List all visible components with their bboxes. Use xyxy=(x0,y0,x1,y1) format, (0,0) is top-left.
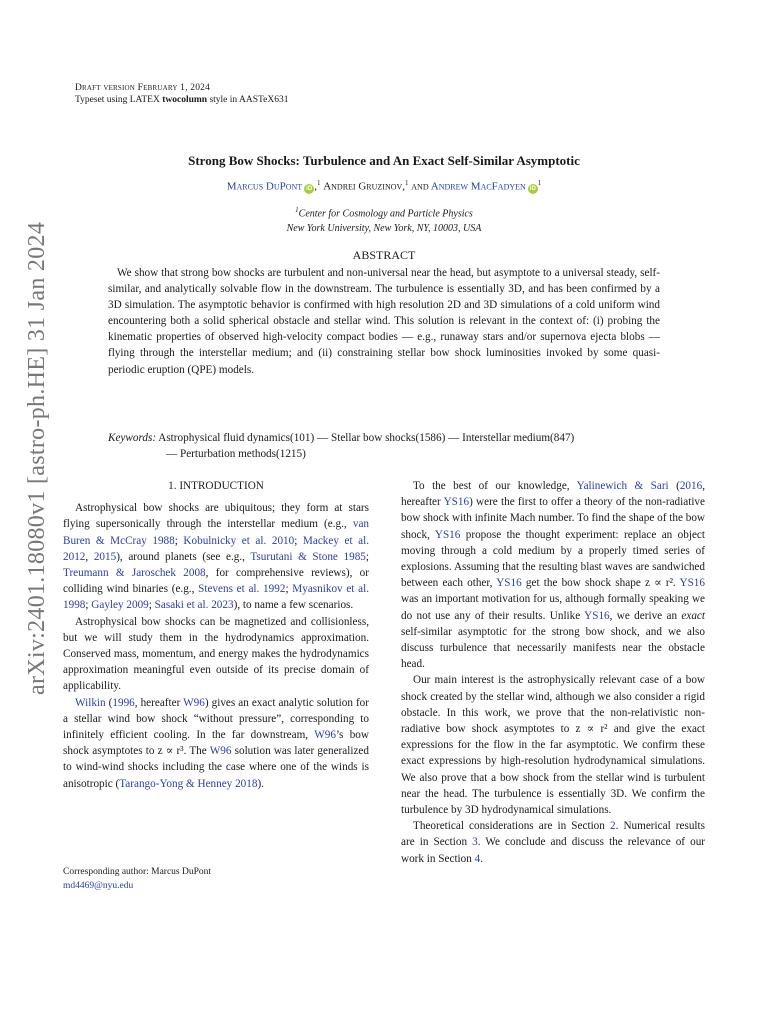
citation-link[interactable]: Myasnikov et al. 1998 xyxy=(63,583,370,612)
text-span: ; xyxy=(174,534,184,547)
text-span: . Numerical results are in Section xyxy=(401,820,705,849)
section-link[interactable]: 2 xyxy=(609,820,616,833)
citation-link[interactable]: 2015 xyxy=(93,550,117,563)
section-link[interactable]: 4 xyxy=(474,852,481,865)
text-span: ) were the first to offer a theory of the non-radiative bow shock with infinite Mach number. To find the shape of the bow shock, xyxy=(401,496,705,541)
text-span: ; xyxy=(148,599,155,612)
paper-title: Strong Bow Shocks: Turbulence and An Exact Self-Similar Asymptotic xyxy=(188,153,580,168)
text-span: Astrophysical bow shocks are ubiquitous; they form at stars flying supersonically through the interstellar medium (e.g., xyxy=(63,502,369,531)
orcid-icon[interactable]: iD xyxy=(306,185,313,192)
citation-link[interactable]: YS16 xyxy=(679,577,705,590)
text-span: get the bow shock shape z ∝ r². xyxy=(521,577,680,590)
right-paragraph-1 xyxy=(401,478,705,672)
text-span: ( xyxy=(105,696,113,709)
citation-link[interactable]: Stevens et al. 1992 xyxy=(198,583,286,596)
citation-link[interactable]: YS16 xyxy=(443,496,470,509)
abstract-heading: ABSTRACT xyxy=(352,248,416,262)
intro-paragraph-2: Astrophysical bow shocks can be magnetized and collisionless, but we will study them in the hydrodynamics approximation. Conserved mass, momentum, and energy makes the hydrodynamics approximation meaningful even outside of its precise domain of applicability. xyxy=(63,615,369,693)
text-span: ; xyxy=(365,550,370,563)
page-header xyxy=(75,82,288,106)
author-macfadyen[interactable]: Andrew MacFadyen xyxy=(430,180,526,193)
citation-link[interactable]: Tsurutani & Stone 1985 xyxy=(250,550,366,563)
affiliation-line-2: New York University, New York, NY, 10003, USA xyxy=(286,223,482,235)
text-span: ). xyxy=(257,777,264,790)
section-heading-introduction: 1. INTRODUCTION xyxy=(168,480,264,492)
text-span: was an important motivation for us, although formally speaking we do not use any of their results. Unlike xyxy=(401,593,705,622)
citation-link[interactable]: Treumann & Jaroschek 2008 xyxy=(63,567,206,580)
keywords-line-1 xyxy=(108,430,668,446)
affil-mark: 1 xyxy=(537,179,542,187)
author-gruzinov: Andrei Gruzinov, xyxy=(323,180,406,193)
text-span: , we derive an xyxy=(609,609,682,622)
text-span: , hereafter xyxy=(134,696,184,709)
citation-link[interactable]: W96 xyxy=(209,745,232,758)
text-span: ) gives an exact analytic solution for a stellar wind bow shock “without pressure”, corresponding to infinitely efficient cooling. In the far downstream, xyxy=(63,696,369,742)
orcid-icon[interactable]: iD xyxy=(529,185,536,192)
affil-mark: 1 xyxy=(405,179,409,187)
draft-version: Draft version February 1, 2024 xyxy=(75,83,211,93)
typeset-prefix: Typeset using xyxy=(75,95,130,105)
citation-link[interactable]: Gayley 2009 xyxy=(91,599,149,612)
text-span: , xyxy=(85,550,94,563)
right-paragraph-3 xyxy=(401,818,705,867)
keywords xyxy=(108,430,668,462)
text-span: ; xyxy=(85,599,92,612)
author-dupont[interactable]: Marcus DuPont xyxy=(226,180,303,193)
and-word: and xyxy=(408,180,431,193)
affiliation xyxy=(0,203,768,236)
intro-paragraph-1 xyxy=(63,500,369,613)
section-link[interactable]: 3 xyxy=(472,836,478,849)
text-span: , for comprehensive reviews), or colliding wind binaries (e.g., xyxy=(63,567,369,596)
citation-link[interactable]: Kobulnicky et al. 2010 xyxy=(183,534,295,547)
typeset-line xyxy=(75,94,288,106)
citation-link[interactable]: YS16 xyxy=(496,577,522,590)
affiliation-name: Center for Cosmology and Particle Physics xyxy=(298,208,473,220)
text-span: ), to name a few scenarios. xyxy=(233,599,354,612)
citation-link[interactable]: van Buren & McCray 1988 xyxy=(63,518,369,547)
arxiv-identifier: arXiv:2401.18080v1 [astro-ph.HE] 31 Jan 2024 xyxy=(24,221,50,695)
text-span: Theoretical considerations are in Section xyxy=(413,820,610,833)
text-span: ), around planets (see e.g., xyxy=(116,550,251,563)
affil-mark: 1 xyxy=(295,206,299,214)
corresponding-author-footnote xyxy=(63,865,211,893)
text-span: . We conclude and discuss the relevance of our work in Section xyxy=(401,836,706,865)
text-span: , hereafter xyxy=(401,480,705,509)
arxiv-side-stamp xyxy=(18,221,58,695)
right-column xyxy=(401,478,705,867)
keywords-list: Astrophysical fluid dynamics(101) — Stellar bow shocks(1586) — Interstellar medium(847) xyxy=(158,432,575,444)
latex-logo: LATEX xyxy=(129,95,160,105)
author-email-link[interactable]: md4469@nyu.edu xyxy=(63,881,134,891)
text-span: self-similar asymptotic for the strong bow shock, and we also discuss turbulence that necessarily manifests near the obstacle head. xyxy=(401,625,705,671)
affiliation-line-1 xyxy=(0,203,768,221)
keywords-line-2: — Perturbation methods(1215) xyxy=(166,448,306,460)
citation-link[interactable]: Wilkin xyxy=(75,696,106,709)
intro-paragraph-3 xyxy=(63,695,369,792)
citation-link[interactable]: Yalinewich & Sari xyxy=(576,480,669,492)
text-span: propose the thought experiment: replace an object moving through a cold medium by a properly timed series of explosions. Assuming that the resulting blast waves are sandwiched between each other, xyxy=(401,528,705,590)
corresponding-author: Corresponding author: Marcus DuPont xyxy=(63,867,212,877)
text-span: . xyxy=(480,852,484,865)
left-column xyxy=(63,478,369,792)
text-span: ; xyxy=(294,534,303,547)
author-list: Marcus DuPont iD ,$^1$ Andrei Gruzinov,$^1$ and Andrew MacFadyen $iD^1$ xyxy=(226,179,542,193)
citation-link[interactable]: Mackey et al. 2012 xyxy=(63,534,369,563)
typeset-suffix: style in AASTeX631 xyxy=(207,95,289,105)
citation-link[interactable]: YS16 xyxy=(584,609,610,622)
citation-link[interactable]: Tarango-Yong & Henney 2018 xyxy=(119,777,258,790)
emphasis-exact: exact xyxy=(681,609,705,622)
affil-mark: 1 xyxy=(316,179,321,187)
keywords-label: Keywords: xyxy=(108,432,157,444)
text-span: solution was later generalized to wind-wind shocks including the case where one of the winds is anisotropic ( xyxy=(63,745,369,790)
citation-link[interactable]: Sasaki et al. 2023 xyxy=(154,599,234,612)
text-span: ( xyxy=(668,480,680,492)
abstract-text: We show that strong bow shocks are turbulent and non-universal near the head, but asymptote to a universal steady, self-similar, and analytically solvable flow in the downstream. The turbulence is essentially 3D, and has been confirmed by a 3D simulation. The asymptotic behavior is confirmed with high resolution 2D and 3D simulations of a cold uniform wind encountering both a solid spherical obstacle and stellar wind. This solution is relevant in the context of: (i) probing the kinematic properties of observed high-velocity compact bodies — e.g., runaway stars and/or supernova ejecta blobs — flying through the interstellar medium; and (ii) constraining stellar bow shock luminosities invoked by some quasi-periodic eruption (QPE) models. xyxy=(108,267,660,376)
text-span: ; xyxy=(285,583,293,596)
text-span: ’s bow shock asymptotes to z ∝ r³. The xyxy=(63,729,369,758)
citation-link[interactable]: YS16 xyxy=(434,528,461,541)
citation-link[interactable]: 1996 xyxy=(112,696,135,709)
citation-link[interactable]: 2016 xyxy=(679,480,703,492)
citation-link[interactable]: W96 xyxy=(314,729,336,742)
text-span: To the best of our knowledge, xyxy=(413,480,577,492)
twocolumn-word: twocolumn xyxy=(162,95,208,105)
right-paragraph-2: Our main interest is the astrophysically relevant case of a bow shock created by the stellar wind, although we also consider a rigid obstacle. In this work, we prove that the non-relativistic non-radiative bow shock asymptotes to z ∝ r² and give the exact expressions for the flow in the far asymptotic. We confirm these exact expressions by high-resolution hydrodynamical simulations. We also prove that a bow shock from the stellar wind is turbulent near the head. The turbulence is essentially 3D. We confirm the turbulence by 3D hydrodynamical simulations. xyxy=(401,674,705,817)
citation-link[interactable]: W96 xyxy=(183,696,205,709)
